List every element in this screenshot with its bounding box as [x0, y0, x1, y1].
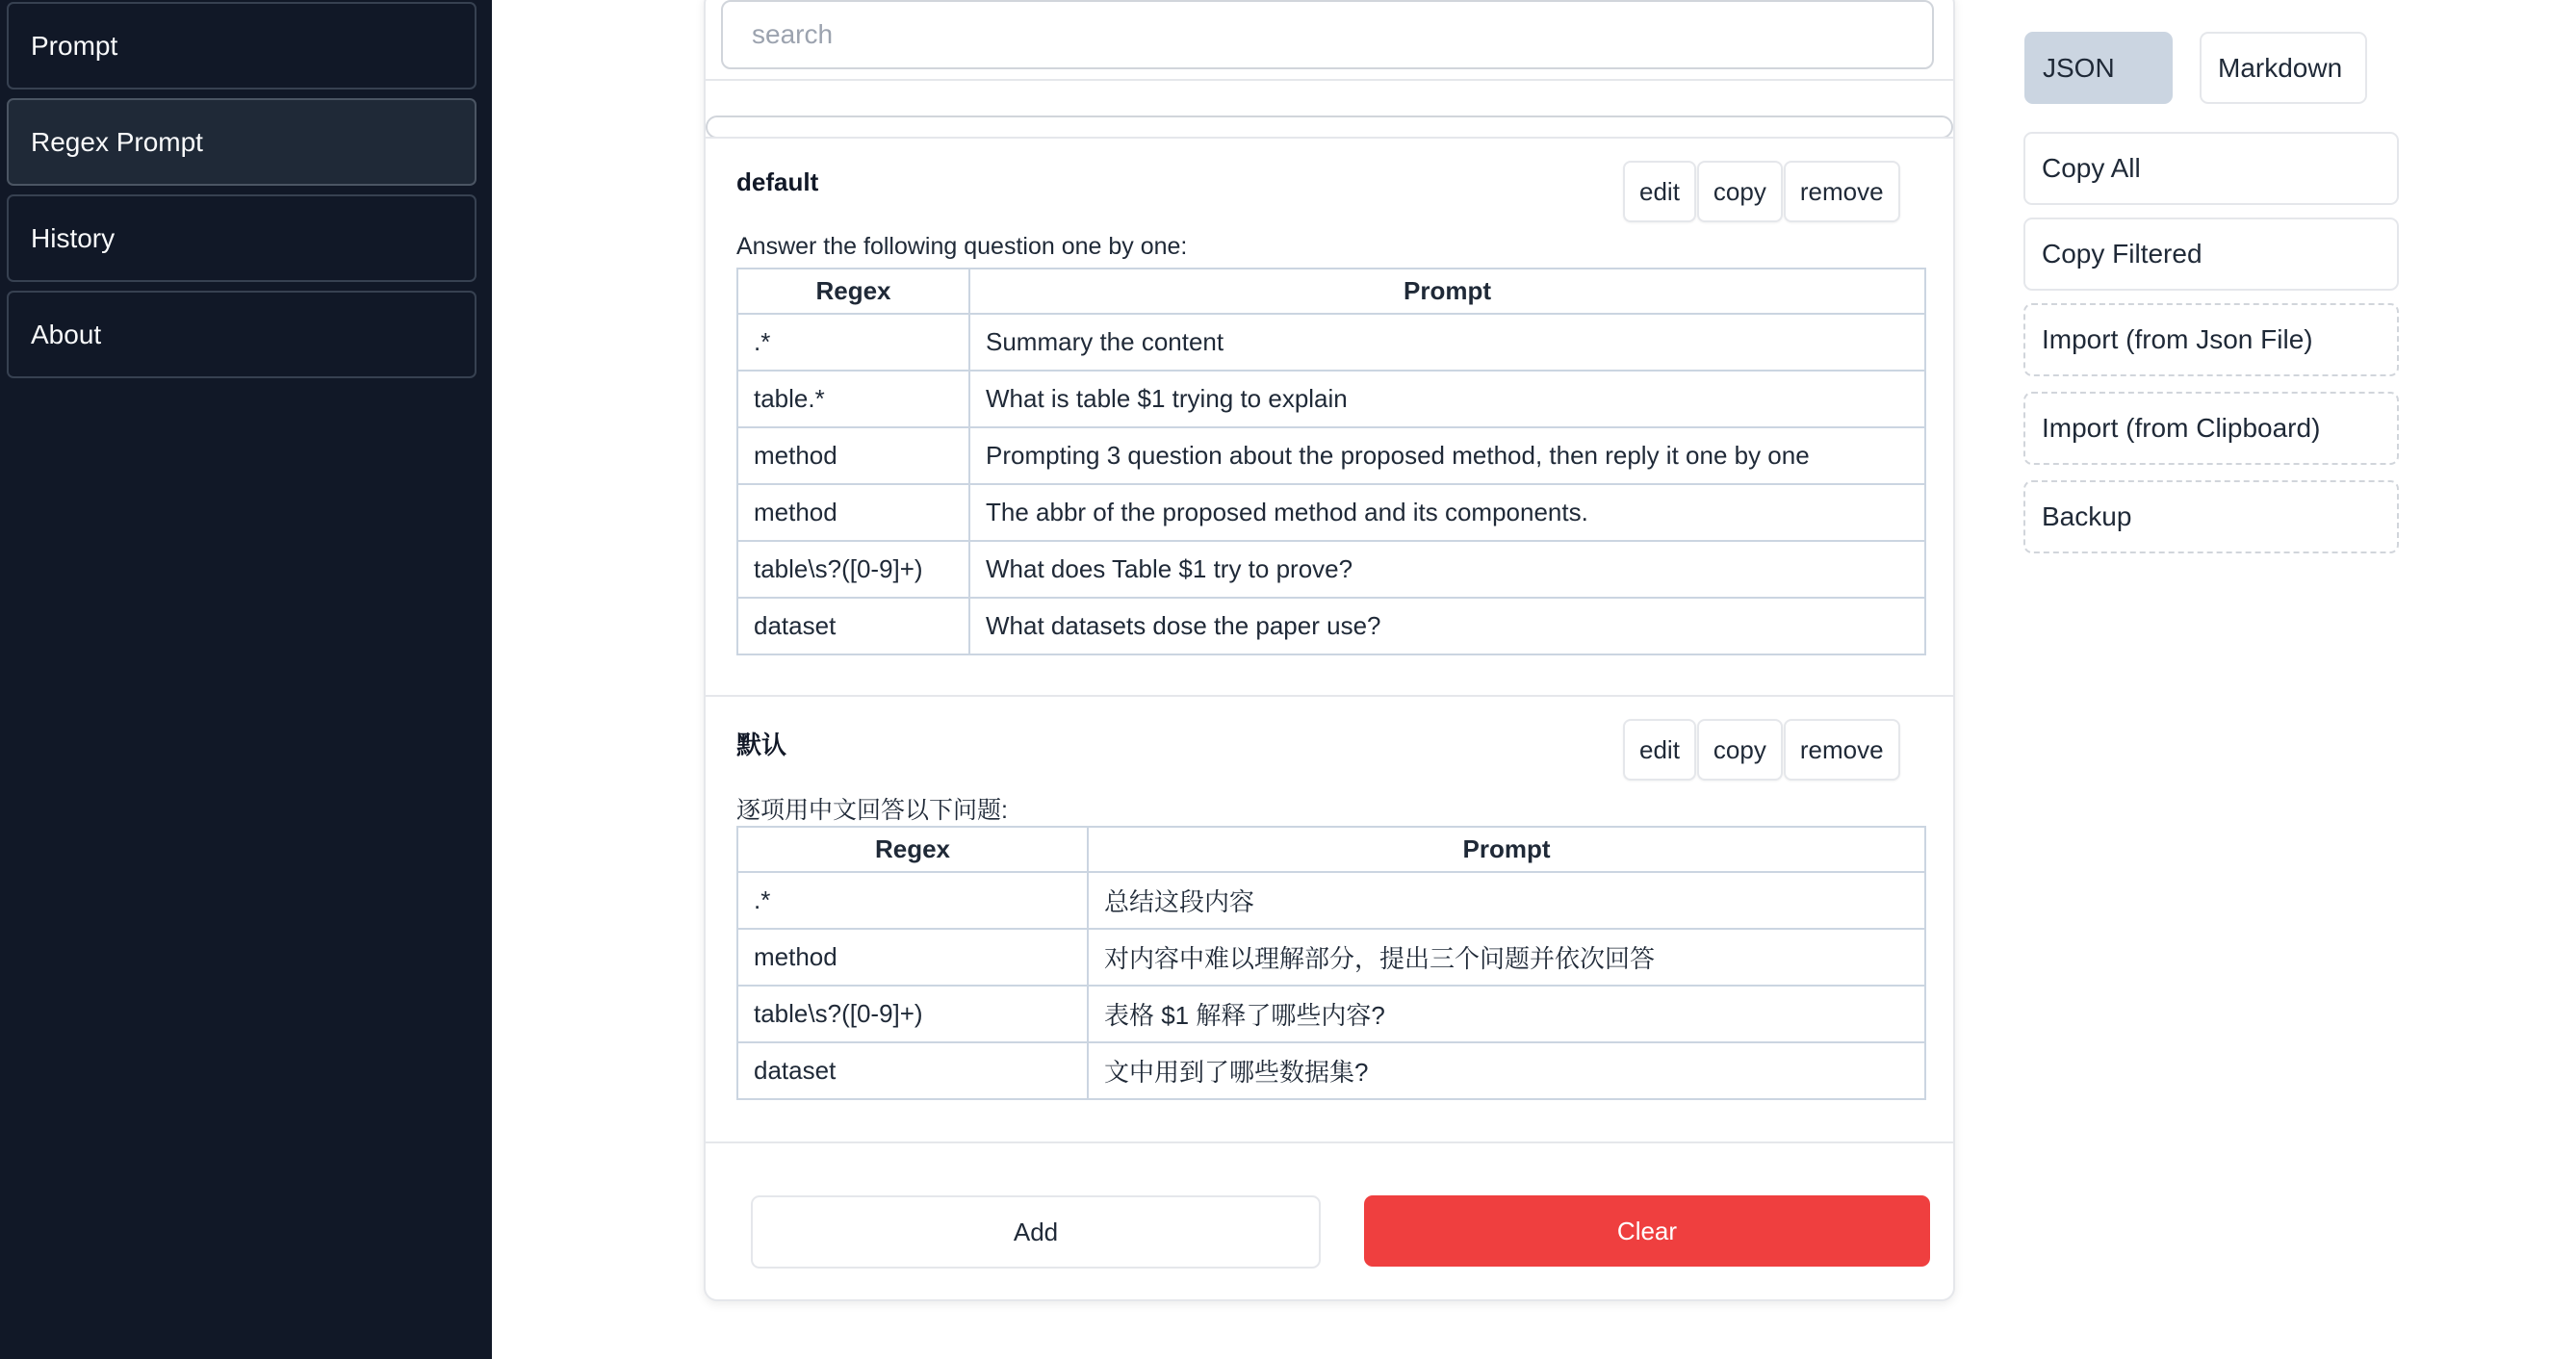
- copy-all-button[interactable]: Copy All: [2023, 132, 2399, 205]
- regex-cell: method: [737, 427, 969, 484]
- table-header-row: [737, 827, 1925, 872]
- group-description: Answer the following question one by one:: [736, 233, 1188, 260]
- regex-cell: table\s?([0-9]+): [737, 541, 969, 598]
- import-clipboard-button[interactable]: Import (from Clipboard): [2023, 392, 2399, 465]
- prompt-cell: 对内容中难以理解部分，提出三个问题并依次回答: [1088, 929, 1925, 986]
- column-header-prompt: Prompt: [969, 269, 1925, 314]
- group-action-buttons: [1623, 719, 1901, 781]
- divider: [706, 695, 1953, 697]
- table-row: [737, 598, 1925, 654]
- column-header-regex: Regex: [737, 269, 969, 314]
- prompt-cell: 文中用到了哪些数据集?: [1088, 1042, 1925, 1099]
- search-input[interactable]: [721, 0, 1934, 69]
- prompt-cell: What does Table $1 try to prove?: [969, 541, 1925, 598]
- sidebar-item-about[interactable]: About: [7, 291, 477, 378]
- edit-button[interactable]: edit: [1623, 161, 1696, 222]
- prompt-cell: The abbr of the proposed method and its components.: [969, 484, 1925, 541]
- table-row: [737, 314, 1925, 371]
- prompt-cell: 总结这段内容: [1088, 872, 1925, 929]
- import-json-file-button[interactable]: Import (from Json File): [2023, 303, 2399, 376]
- remove-button[interactable]: remove: [1784, 719, 1900, 781]
- copy-filtered-button[interactable]: Copy Filtered: [2023, 218, 2399, 291]
- table-row: [737, 929, 1925, 986]
- group-name: 默认: [736, 731, 787, 759]
- table-row: [737, 541, 1925, 598]
- remove-button[interactable]: remove: [1784, 161, 1900, 222]
- prompt-cell: Summary the content: [969, 314, 1925, 371]
- regex-prompt-card: [704, 0, 1955, 1301]
- prompt-cell: Prompting 3 question about the proposed method, then reply it one by one: [969, 427, 1925, 484]
- divider: [706, 137, 1953, 139]
- backup-button[interactable]: Backup: [2023, 480, 2399, 553]
- regex-cell: table.*: [737, 371, 969, 427]
- format-markdown-button[interactable]: Markdown: [2200, 32, 2367, 104]
- column-header-regex: Regex: [737, 827, 1088, 872]
- regex-cell: .*: [737, 314, 969, 371]
- regex-cell: dataset: [737, 1042, 1088, 1099]
- regex-cell: table\s?([0-9]+): [737, 986, 1088, 1042]
- regex-cell: method: [737, 929, 1088, 986]
- prompt-cell: What is table $1 trying to explain: [969, 371, 1925, 427]
- sidebar: [0, 0, 492, 1359]
- regex-cell: .*: [737, 872, 1088, 929]
- group-action-buttons: [1623, 161, 1901, 222]
- copy-button[interactable]: copy: [1697, 161, 1783, 222]
- sidebar-item-regex-prompt[interactable]: Regex Prompt: [7, 98, 477, 186]
- regex-table: [736, 826, 1926, 1100]
- sidebar-item-prompt[interactable]: Prompt: [7, 2, 477, 90]
- column-header-prompt: Prompt: [1088, 827, 1925, 872]
- prompt-cell: What datasets dose the paper use?: [969, 598, 1925, 654]
- divider: [706, 1141, 1953, 1143]
- regex-cell: method: [737, 484, 969, 541]
- table-row: [737, 371, 1925, 427]
- filter-bar: [706, 115, 1953, 139]
- edit-button[interactable]: edit: [1623, 719, 1696, 781]
- sidebar-item-history[interactable]: History: [7, 194, 477, 282]
- add-button[interactable]: Add: [751, 1195, 1321, 1269]
- table-row: [737, 427, 1925, 484]
- table-row: [737, 1042, 1925, 1099]
- group-description: 逐项用中文回答以下问题:: [736, 797, 1008, 824]
- prompt-cell: 表格 $1 解释了哪些内容?: [1088, 986, 1925, 1042]
- copy-button[interactable]: copy: [1697, 719, 1783, 781]
- search-section: [706, 0, 1953, 81]
- group-name: default: [736, 167, 819, 196]
- clear-button[interactable]: Clear: [1364, 1195, 1930, 1267]
- regex-cell: dataset: [737, 598, 969, 654]
- regex-table: [736, 268, 1926, 655]
- table-header-row: [737, 269, 1925, 314]
- table-row: [737, 484, 1925, 541]
- format-json-button[interactable]: JSON: [2024, 32, 2173, 104]
- table-row: [737, 872, 1925, 929]
- table-row: [737, 986, 1925, 1042]
